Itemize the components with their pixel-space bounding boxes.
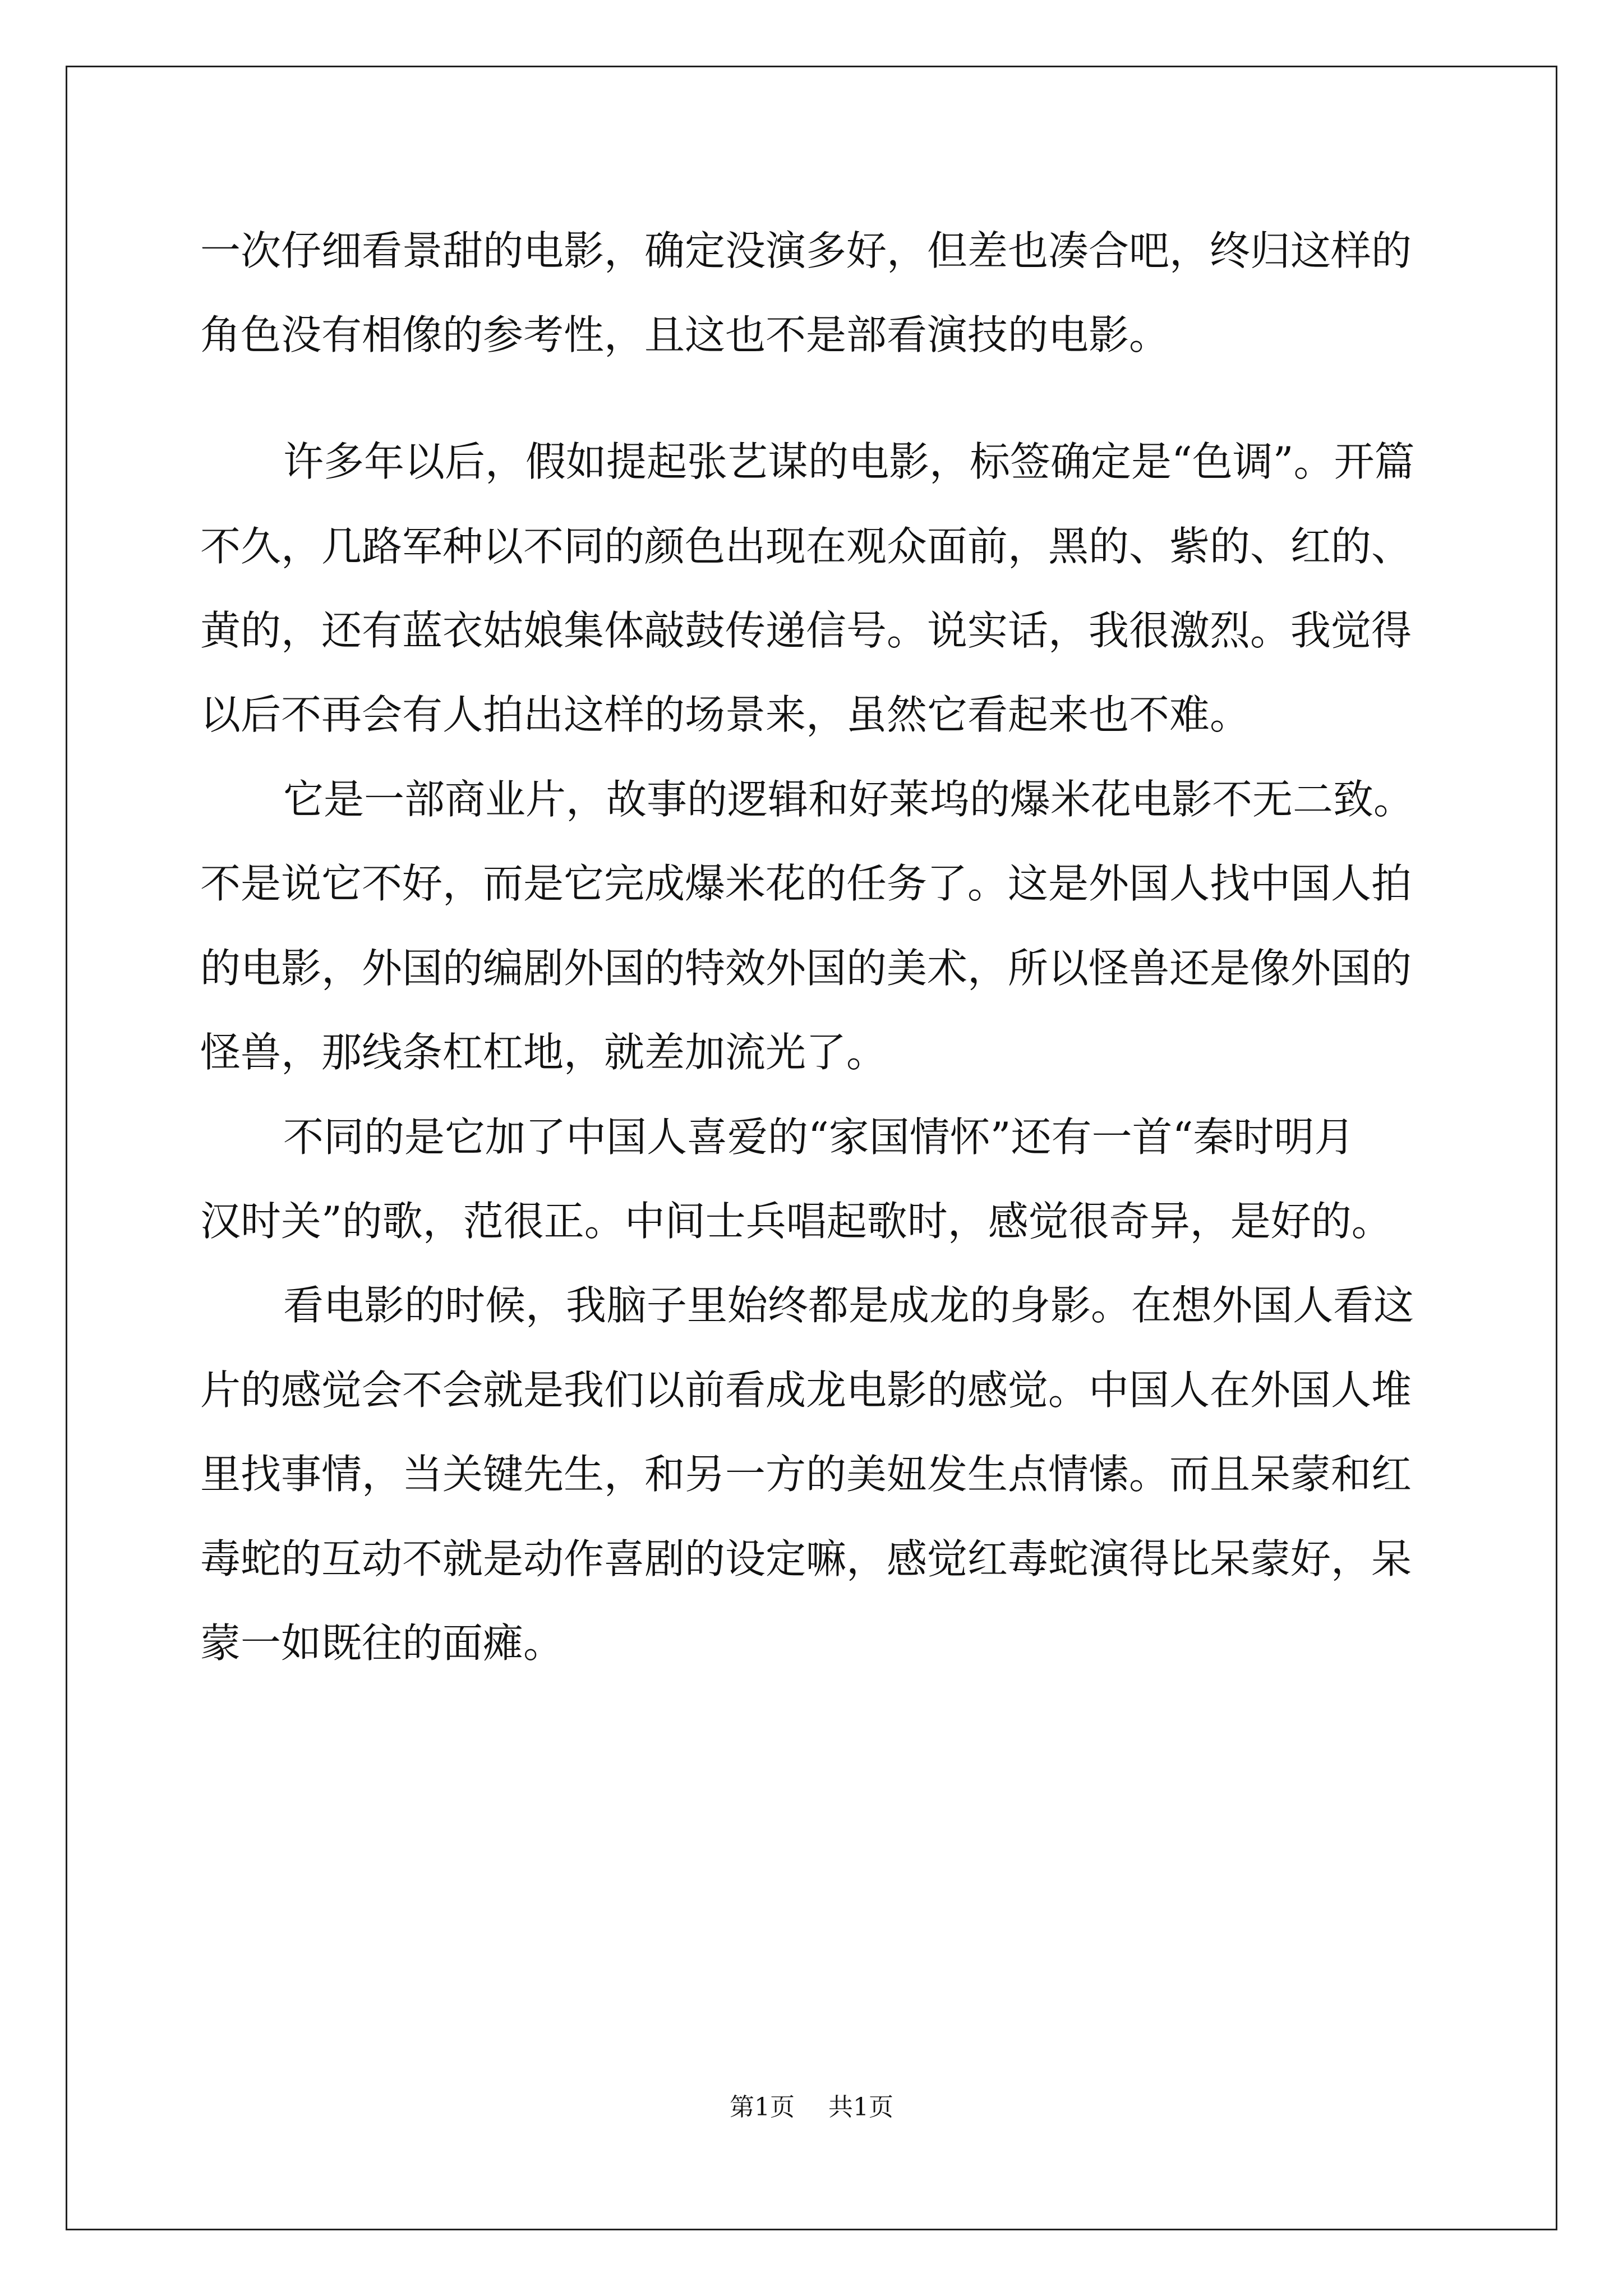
paragraph-first-line: 不同的是它加了中国人喜爱的“家国情怀”还有一首“秦时明月 [283, 1114, 1355, 1161]
text-line: 不久，几路军种以不同的颜色出现在观众面前，黑的、紫的、红的、 [200, 523, 1412, 570]
text-line: 一次仔细看景甜的电影，确定没演多好，但差也凑合吧，终归这样的 [200, 227, 1412, 274]
paragraph-first-line: 许多年以后，假如提起张艺谋的电影，标签确定是“色调”。开篇 [283, 438, 1415, 485]
text-line: 毒蛇的互动不就是动作喜剧的设定嘛，感觉红毒蛇演得比呆蒙好，呆 [200, 1535, 1412, 1582]
text-line: 怪兽，那线条杠杠地，就差加流光了。 [200, 1029, 887, 1076]
paragraph-first-line: 它是一部商业片，故事的逻辑和好莱坞的爆米花电影不无二致。 [283, 776, 1414, 823]
text-line: 黄的，还有蓝衣姑娘集体敲鼓传递信号。说实话，我很激烈。我觉得 [200, 607, 1412, 654]
page-footer [0, 2092, 1623, 2123]
text-line: 汉时关”的歌，范很正。中间士兵唱起歌时，感觉很奇异，是好的。 [200, 1198, 1392, 1245]
paragraph-first-line: 看电影的时候，我脑子里始终都是成龙的身影。在想外国人看这 [283, 1282, 1414, 1329]
page-total: 共1页 [828, 2093, 893, 2122]
text-line: 角色没有相像的参考性，且这也不是部看演技的电影。 [200, 311, 1170, 358]
text-line: 以后不再会有人拍出这样的场景来，虽然它看起来也不难。 [200, 691, 1251, 738]
text-line: 里找事情，当关键先生，和另一方的美妞发生点情愫。而且呆蒙和红 [200, 1451, 1412, 1498]
text-line: 的电影，外国的编剧外国的特效外国的美术，所以怪兽还是像外国的 [200, 945, 1412, 992]
text-line: 不是说它不好，而是它完成爆米花的任务了。这是外国人找中国人拍 [200, 860, 1412, 907]
text-line: 片的感觉会不会就是我们以前看成龙电影的感觉。中国人在外国人堆 [200, 1366, 1412, 1414]
page-number: 第1页 [730, 2093, 795, 2122]
text-line: 蒙一如既往的面瘫。 [200, 1619, 564, 1667]
